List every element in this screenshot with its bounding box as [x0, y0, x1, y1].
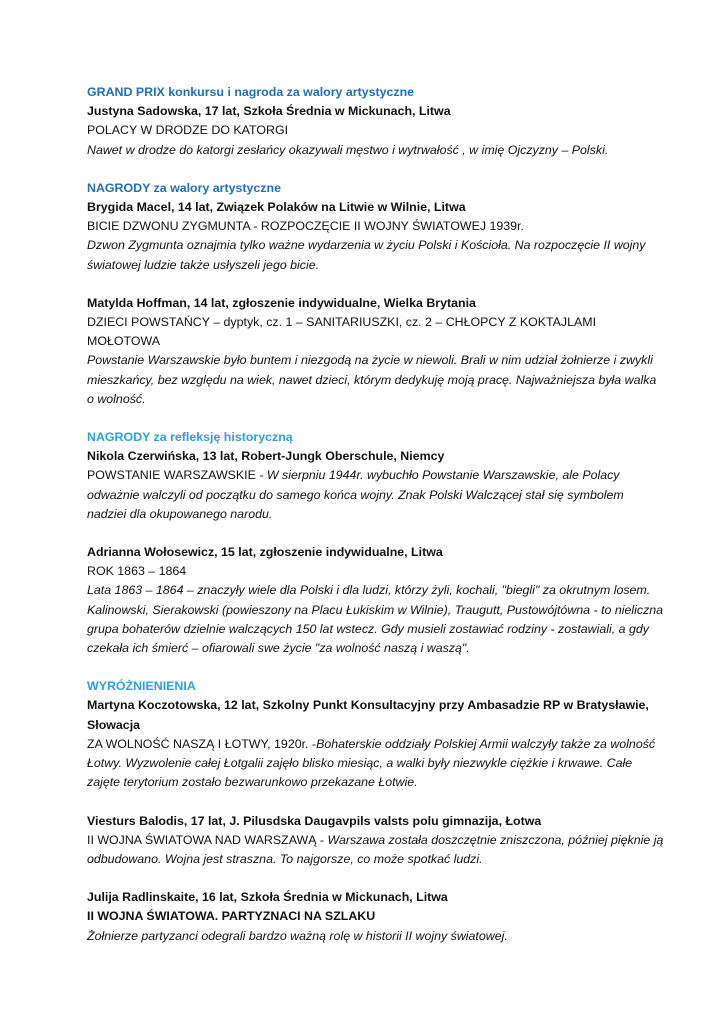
entry-title: II WOJNA ŚWIATOWA. PARTYZNACI NA SZLAKU: [87, 909, 376, 924]
entry-author: Nikola Czerwińska, 13 lat, Robert-Jungk Oberschule, Niemcy: [87, 449, 445, 464]
entry-title: DZIECI POWSTAŃCY – dyptyk, cz. 1 – SANITARIUSZKI, cz. 2 – CHŁOPCY Z KOKTAJLAMI MOŁOTOWA: [87, 315, 597, 349]
entry-description: Żołnierze partyzanci odegrali bardzo ważną rolę w historii II wojny światowej.: [87, 928, 508, 943]
distinctions-section: [87, 677, 665, 792]
entry-author: Viesturs Balodis, 17 lat, J. Pilusdska Daugavpils valsts polu gimnazija, Łotwa: [87, 813, 542, 828]
entry-description: W sierpniu 1944r. wybuchło Powstanie Warszawskie, ale Polacy odważnie walczyli od początku do samego końca wojny. Znak Polski Walczącej stał się symbolem nadziei dla okupowanego narodu.: [87, 468, 624, 521]
entry-title: ROK 1863 – 1864: [87, 564, 187, 579]
entry-description: Powstanie Warszawskie było buntem i niezgodą na życie w niewoli. Brali w nim udział żołnierze i zwykli mieszkańcy, bez względu na wiek, nawet dzieci, którym dedykuję moją pracę. Najważniejsza była walka o wolność.: [87, 353, 657, 406]
entry-author: Justyna Sadowska, 17 lat, Szkoła Średnia w Mickunach, Litwa: [87, 104, 451, 119]
entry-author: Julija Radlinskaite, 16 lat, Szkoła Średnia w Mickunach, Litwa: [87, 890, 448, 905]
entry-author: Brygida Macel, 14 lat, Związek Polaków na Litwie w Wilnie, Litwa: [87, 200, 466, 215]
entry-description: Lata 1863 – 1864 – znaczyły wiele dla Polski i dla ludzi, którzy żyli, kochali, "biegli" za okrutnym losem. Kalinowski, Sierakowski (powieszony na Placu Łukiskim w Wilnie), Traugutt, Pustowójtówna - to nieliczna grupa bohaterów dzielnie walczących 150 lat wstecz. Gdy musieli zostawiać rodziny - zostawiali, a gdy czekała ich śmierć – ofiarowali swe życie "za wolność naszą i waszą".: [87, 583, 664, 656]
entry-title: POWSTANIE WARSZAWSKIE -: [87, 468, 267, 483]
entry-title: POLACY W DRODZE DO KATORGI: [87, 123, 289, 138]
entry-title: BICIE DZWONU ZYGMUNTA - ROZPOCZĘCIE II WOJNY ŚWIATOWEJ 1939r.: [87, 219, 524, 234]
artistic-section: [87, 179, 665, 275]
entry-title: II WOJNA ŚWIATOWA NAD WARSZAWĄ -: [87, 832, 328, 847]
distinctions-entry-2: [87, 812, 665, 870]
section-heading-distinctions: WYRÓŻNIENIENIA: [87, 679, 196, 694]
artistic-entry-2: [87, 294, 665, 409]
entry-description: Bohaterskie oddziały Polskiej Armii walczyły także za wolność Łotwy. Wyzwolenie całej Łotgalii zajęło blisko miesiąc, a walki były niezwykle ciężkie i krwawe. Całe zajęte terytorium zostało bezwarunkowo przekazane Łotwie.: [87, 736, 656, 790]
historical-entry-2: [87, 543, 665, 658]
entry-description: Warszawa została doszczętnie zniszczona, później pięknie ją odbudowano. Wojna jest straszna. To najgorsze, co może spotkać ludzi.: [87, 832, 664, 866]
entry-body: [87, 831, 665, 869]
entry-author: Martyna Koczotowska, 12 lat, Szkolny Punkt Konsultacyjny przy Ambasadzie RP w Bratysławie, Słowacja: [87, 698, 649, 732]
entry-description: Dzwon Zygmunta oznajmia tylko ważne wydarzenia w życiu Polski i Kościoła. Na rozpoczęcie II wojny światowej ludzie także usłyszeli jego bicie.: [87, 238, 646, 272]
entry-description: Nawet w drodze do katorgi zesłańcy okazywali męstwo i wytrwałość , w imię Ojczyzny – Polski.: [87, 142, 609, 157]
entry-body: [87, 466, 665, 524]
entry-author: Matylda Hoffman, 14 lat, zgłoszenie indywidualne, Wielka Brytania: [87, 295, 476, 310]
distinctions-entry-3: [87, 888, 665, 946]
section-heading-grand-prix: GRAND PRIX konkursu i nagroda za walory artystyczne: [87, 85, 415, 99]
grand-prix-section: [87, 83, 665, 160]
entry-title: ZA WOLNOŚĆ NASZĄ I ŁOTWY, 1920r. -: [87, 736, 317, 751]
section-heading-artistic: NAGRODY za walory artystyczne: [87, 180, 281, 195]
entry-author: Adrianna Wołosewicz, 15 lat, zgłoszenie indywidualne, Litwa: [87, 545, 443, 560]
historical-section: [87, 428, 665, 524]
section-heading-historical: NAGRODY za refleksję historyczną: [87, 430, 293, 445]
entry-body: [87, 735, 665, 793]
